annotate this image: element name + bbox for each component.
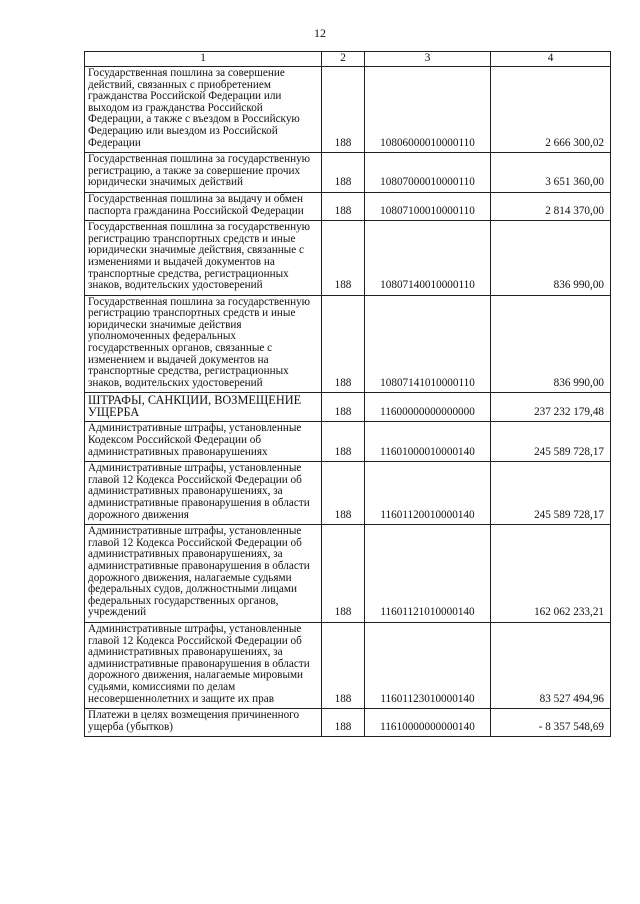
column-header-1: 1	[85, 52, 322, 67]
amount: 2 814 370,00	[491, 192, 611, 220]
budget-code: 10807100010000110	[365, 192, 491, 220]
table-row	[85, 462, 611, 525]
budget-code: 10807141010000110	[365, 295, 491, 393]
budget-code: 11601000010000140	[365, 422, 491, 462]
admin-code: 188	[322, 295, 365, 393]
page-number: 12	[314, 26, 326, 40]
budget-code: 10807000010000110	[365, 153, 491, 193]
admin-code: 188	[322, 192, 365, 220]
income-name: Государственная пошлина за государственную регистрацию транспортных средств и иные юридически значимые действия уполномоченных федеральных государственных органов, связанные с изменением и выдачей документов на транспортные средства, регистрационных знаков, водительских удостоверений	[85, 295, 322, 393]
column-header-4: 4	[491, 52, 611, 67]
admin-code: 188	[322, 393, 365, 422]
budget-code: 11601121010000140	[365, 525, 491, 623]
revenue-table	[84, 51, 611, 737]
amount: 245 589 728,17	[491, 462, 611, 525]
table-row	[85, 192, 611, 220]
income-name: Государственная пошлина за выдачу и обмен паспорта гражданина Российской Федерации	[85, 192, 322, 220]
amount: 245 589 728,17	[491, 422, 611, 462]
admin-code: 188	[322, 221, 365, 296]
admin-code: 188	[322, 67, 365, 153]
income-name: Государственная пошлина за государственную регистрацию транспортных средств и иные юридически значимые действия, связанные с изменениями и выдачей документов на транспортные средства, регистрационных знаков, водительских удостоверений	[85, 221, 322, 296]
income-name: Государственная пошлина за совершение действий, связанных с приобретением гражданства Российской Федерации или выходом из гражданства Российской Федерации, а также с въездом в Российскую Федерацию или выездом из Российской Федерации	[85, 67, 322, 153]
table-row	[85, 525, 611, 623]
table-row	[85, 67, 611, 153]
income-name: Платежи в целях возмещения причиненного ущерба (убытков)	[85, 709, 322, 737]
income-name: Административные штрафы, установленные Кодексом Российской Федерации об административных правонарушениях	[85, 422, 322, 462]
amount: 836 990,00	[491, 221, 611, 296]
table-header-row	[85, 52, 611, 67]
budget-code: 10806000010000110	[365, 67, 491, 153]
column-header-2: 2	[322, 52, 365, 67]
amount: 836 990,00	[491, 295, 611, 393]
table-row	[85, 622, 611, 708]
admin-code: 188	[322, 622, 365, 708]
admin-code: 188	[322, 525, 365, 623]
section-title: ШТРАФЫ, САНКЦИИ, ВОЗМЕЩЕНИЕ УЩЕРБА	[85, 393, 322, 422]
table-row	[85, 422, 611, 462]
income-name: Административные штрафы, установленные главой 12 Кодекса Российской Федерации об административных правонарушениях, за административные правонарушения в области дорожного движения, налагаемые судьями федеральных судов, должностными лицами федеральных государственных органов, учреждений	[85, 525, 322, 623]
budget-code: 10807140010000110	[365, 221, 491, 296]
amount: - 8 357 548,69	[491, 709, 611, 737]
amount: 3 651 360,00	[491, 153, 611, 193]
income-name: Государственная пошлина за государственную регистрацию, а также за совершение прочих юридически значимых действий	[85, 153, 322, 193]
income-name: Административные штрафы, установленные главой 12 Кодекса Российской Федерации об административных правонарушениях, за административные правонарушения в области дорожного движения, налагаемые мировыми судьями, комиссиями по делам несовершеннолетних и защите их прав	[85, 622, 322, 708]
amount: 83 527 494,96	[491, 622, 611, 708]
amount: 237 232 179,48	[491, 393, 611, 422]
budget-code: 11610000000000140	[365, 709, 491, 737]
admin-code: 188	[322, 709, 365, 737]
admin-code: 188	[322, 153, 365, 193]
admin-code: 188	[322, 422, 365, 462]
table-row	[85, 153, 611, 193]
amount: 162 062 233,21	[491, 525, 611, 623]
budget-code: 11601120010000140	[365, 462, 491, 525]
amount: 2 666 300,02	[491, 67, 611, 153]
table-row	[85, 295, 611, 393]
budget-code: 11600000000000000	[365, 393, 491, 422]
table-row	[85, 221, 611, 296]
column-header-3: 3	[365, 52, 491, 67]
table-row-section	[85, 393, 611, 422]
table-row	[85, 709, 611, 737]
admin-code: 188	[322, 462, 365, 525]
income-name: Административные штрафы, установленные главой 12 Кодекса Российской Федерации об административных правонарушениях, за административные правонарушения в области дорожного движения	[85, 462, 322, 525]
budget-code: 11601123010000140	[365, 622, 491, 708]
